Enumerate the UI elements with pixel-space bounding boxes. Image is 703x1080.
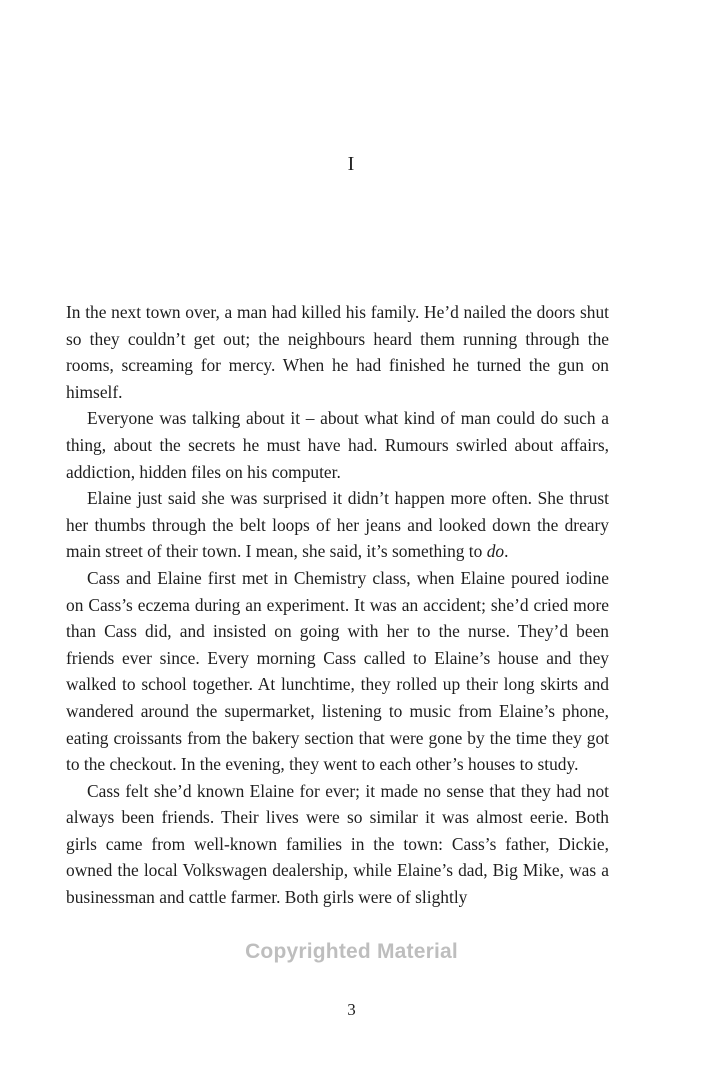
chapter-number: I: [347, 153, 356, 175]
paragraph-1: In the next town over, a man had killed his family. He’d nailed the doors shut so they couldn’t get out; the neighbours heard them running through the rooms, screaming for mercy. When he had finished he turned the gun on himself.: [66, 302, 609, 402]
paragraph-3-tail: .: [504, 541, 509, 562]
emphasis-do: do: [486, 541, 505, 562]
paragraph-3: [66, 485, 609, 565]
body-text: [66, 299, 609, 911]
copyright-watermark: Copyrighted Material: [245, 940, 458, 963]
paragraph-5: Cass felt she’d known Elaine for ever; it made no sense that they had not always been friends. Their lives were so similar it was almost eerie. Both girls came from well-known families in the town: Cass’s father, Dickie, owned the local Volkswagen dealership, while Elaine’s dad, Big Mike, was a businessman and cattle farmer. Both girls were of slightly: [66, 780, 609, 908]
paragraph-4: Cass and Elaine first met in Chemistry class, when Elaine poured iodine on Cass’s eczema during an experiment. It was an accident; she’d cried more than Cass did, and insisted on going with her to the nurse. They’d been friends ever since. Every morning Cass called to Elaine’s house and they walked to school together. At lunchtime, they rolled up their long skirts and wandered around the supermarket, listening to music from Elaine’s phone, eating croissants from the bakery section that were gone by the time they got to the checkout. In the evening, they went to each other’s houses to study.: [66, 567, 609, 775]
paragraph-2: Everyone was talking about it – about what kind of man could do such a thing, about the secrets he must have had. Rumours swirled about affairs, addiction, hidden files on his computer.: [66, 408, 609, 482]
page-number: 3: [347, 1000, 356, 1019]
paragraph-3-text: Elaine just said she was surprised it didn’t happen more often. She thrust her thumbs through the belt loops of her jeans and looked down the dreary main street of their town. I mean, she said, it’s something to: [66, 488, 609, 562]
